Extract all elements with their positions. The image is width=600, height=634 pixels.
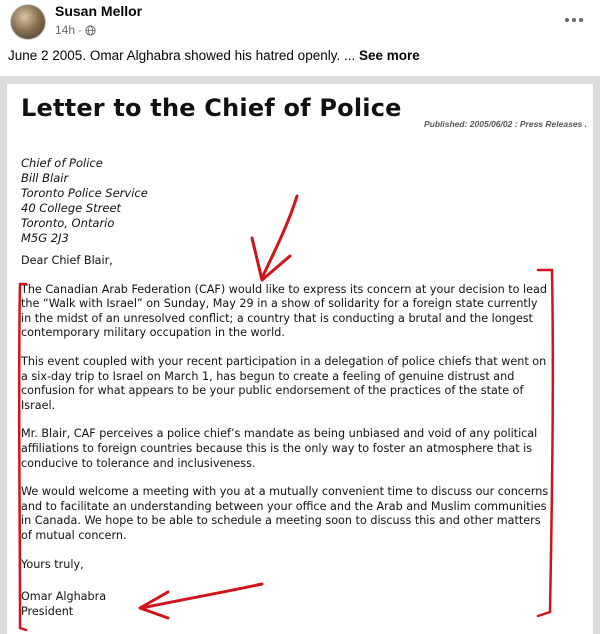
salutation: Dear Chief Blair, [21, 254, 113, 267]
author-name[interactable]: Susan Mellor [55, 3, 143, 19]
address-line: Bill Blair [21, 171, 69, 185]
globe-icon [85, 25, 96, 36]
letter-document [7, 84, 593, 634]
post-image[interactable] [0, 76, 600, 634]
letter-address [21, 156, 148, 246]
meta-separator: · [78, 23, 83, 37]
address-line: 40 College Street [21, 201, 122, 215]
letter-paragraph: This event coupled with your recent participation in a delegation of police chiefs that went on a six-day trip to Israel on March 1, has begun to create a feeling of genuine distrust and confusion for what appears to be your public endorsement of the practices of the state of Israel. [21, 354, 547, 412]
post-text-body: June 2 2005. Omar Alghabra showed his hatred openly. ... [8, 48, 356, 63]
letter-paragraph: The Canadian Arab Federation (CAF) would like to express its concern at your decision to lead the “Walk with Israel” on Sunday, May 29 in a show of solidarity for a foreign state currently in the midst of an unresolved conflict; a country that is conducting a brutal and the longest contemporary military occupation in the world. [21, 282, 547, 340]
address-line: M5G 2J3 [21, 231, 69, 245]
avatar[interactable] [10, 4, 46, 40]
post-meta [55, 23, 96, 37]
see-more-link[interactable]: See more [358, 48, 420, 63]
signature-name: Omar Alghabra [21, 590, 107, 604]
published-line: Published: 2005/06/02 : Press Releases . [423, 119, 587, 129]
letter-title: Letter to the Chief of Police [21, 94, 402, 122]
address-line: Toronto Police Service [21, 186, 148, 200]
post-timestamp[interactable]: 14h [55, 23, 76, 37]
post-text [8, 48, 420, 63]
letter-paragraph: Mr. Blair, CAF perceives a police chief’s mandate as being unbiased and void of any political affiliations to foreign countries because this is the only way to foster an atmosphere that is conducive to tolerance and inclusiveness. [21, 427, 538, 470]
address-line: Toronto, Ontario [21, 216, 115, 230]
closing: Yours truly, [21, 557, 84, 571]
letter-paragraph: We would welcome a meeting with you at a mutually convenient time to discuss our concerns and to facilitate an understanding between your office and the Arab and Muslim communities in Canada. We hope to be able to schedule a meeting soon to discuss this and other matters of mutual concern. [21, 485, 549, 542]
post-header [0, 0, 600, 44]
more-options-icon[interactable] [562, 10, 586, 30]
letter-body [21, 254, 551, 619]
signature-title: President [21, 604, 74, 618]
address-line: Chief of Police [21, 156, 103, 170]
